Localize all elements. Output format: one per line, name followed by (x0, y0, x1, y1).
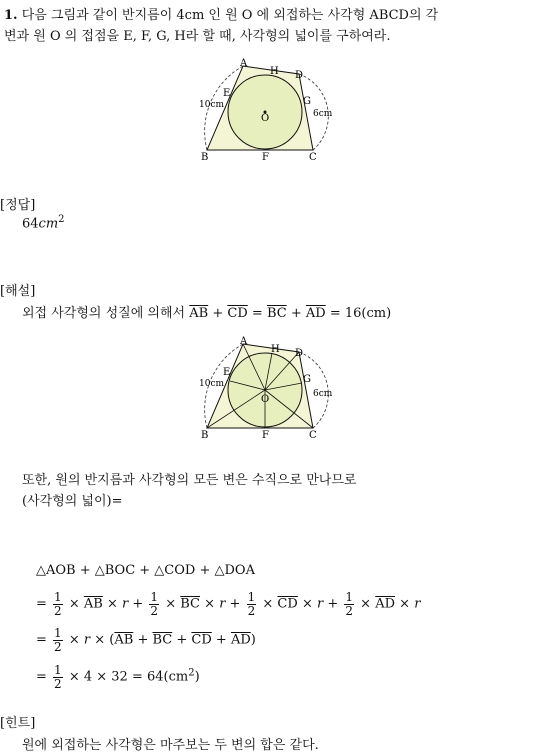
label-b: B (201, 152, 209, 163)
fraction-half (53, 591, 63, 617)
denominator: 2 (54, 676, 62, 691)
op-times: × (165, 596, 177, 612)
op-times: × (68, 632, 80, 648)
label-e: E (223, 367, 231, 378)
label-g: G (303, 96, 311, 107)
op-plus: + (212, 306, 224, 321)
problem-line-1: 다음 그림과 같이 반지름이 4cm 인 원 O 에 외접하는 사각형 ABCD의 각 (21, 8, 439, 23)
label-c: C (309, 152, 317, 163)
label-c: C (309, 430, 317, 441)
label-d: D (295, 348, 304, 359)
seg-ab: $\overline{AB}$ (83, 596, 103, 612)
label-o: O (261, 113, 270, 124)
label-10cm: 10cm (199, 100, 225, 110)
label-f: F (262, 152, 269, 163)
seg-bc: $\overline{BC}$ (180, 596, 200, 612)
op-eq: = (36, 596, 47, 612)
denominator: 2 (54, 639, 62, 654)
seg-cd: $\overline{CD}$ (191, 632, 212, 648)
seg-cd: $\overline{CD}$ (277, 596, 298, 612)
seg-ad: $\overline{AD}$ (305, 306, 326, 321)
label-6cm: 6cm (313, 109, 333, 119)
denominator: 2 (150, 603, 159, 618)
denominator: 2 (345, 603, 354, 618)
label-6cm: 6cm (313, 389, 333, 399)
label-h: H (271, 344, 280, 355)
seg-bc: $\overline{BC}$ (266, 306, 287, 321)
label-10cm: 10cm (199, 379, 225, 389)
op-eq: = (36, 632, 47, 648)
equation-close: ) (194, 669, 200, 685)
label-g: G (303, 374, 311, 385)
answer-value (22, 214, 65, 231)
fraction-half (53, 664, 63, 690)
label-d: D (295, 70, 304, 81)
seg-da: $\overline{AD}$ (230, 632, 251, 648)
op-times: × (262, 596, 274, 612)
op-times: × (360, 596, 372, 612)
radius-r: r (414, 596, 421, 612)
equation-line-2 (36, 591, 420, 617)
numerator: 1 (54, 626, 62, 640)
figure-quadrilateral (195, 56, 345, 164)
op-times: × (399, 596, 411, 612)
equation-line-4 (36, 664, 200, 690)
solution-sum: 16(cm) (344, 306, 392, 321)
answer-exponent: 2 (58, 214, 65, 225)
solution-header: [해설] (0, 284, 36, 299)
problem-number: 1. (4, 8, 18, 23)
radius-r: r (122, 596, 129, 612)
hint-text: 원에 외접하는 사각형은 마주보는 두 변의 합은 같다. (22, 738, 319, 753)
denominator: 2 (247, 603, 256, 618)
figure-quadrilateral-radii (195, 334, 345, 442)
op-plus: + (290, 306, 302, 321)
numerator: 1 (345, 590, 354, 604)
op-times: × (106, 596, 118, 612)
fraction-half (344, 591, 354, 617)
problem-statement (4, 4, 438, 23)
solution-line-1 (22, 302, 391, 321)
result-exponent: 2 (188, 667, 195, 679)
fraction-half (247, 591, 257, 617)
answer-unit: cm (38, 216, 59, 232)
fraction-half (53, 627, 63, 653)
op-plus: + (327, 596, 339, 612)
label-f: F (262, 430, 269, 441)
answer-header: [정답] (0, 198, 36, 213)
seg-da: $\overline{AD}$ (375, 596, 396, 612)
radius-r: r (83, 632, 91, 648)
seg-bc: $\overline{BC}$ (152, 632, 173, 648)
op-times: × (301, 596, 313, 612)
op-plus: + (132, 596, 144, 612)
label-a: A (240, 336, 248, 347)
radius-r: r (316, 596, 324, 612)
op-eq: = (251, 306, 263, 321)
radius-r: r (219, 596, 226, 612)
solution-line-2: 또한, 원의 반지름과 사각형의 모든 변은 수직으로 만나므로 (22, 473, 357, 488)
hint-header: [힌트] (0, 716, 36, 731)
seg-cd: $\overline{CD}$ (227, 306, 248, 321)
answer-number: 64 (22, 216, 39, 232)
seg-ab: $\overline{AB}$ (189, 306, 209, 321)
op-eq: = (36, 669, 47, 685)
op-times: × (204, 596, 216, 612)
equation-line-3 (36, 627, 256, 653)
op-eq: = (329, 306, 341, 321)
problem-line-2: 변과 원 O 의 접점을 E, F, G, H라 할 때, 사각형의 넓이를 구하여라. (4, 29, 391, 44)
op-times: × (94, 632, 106, 648)
solution-prefix: 외접 사각형의 성질에 의해서 (22, 306, 186, 321)
label-e: E (223, 88, 231, 99)
fraction-half (149, 591, 159, 617)
equation-result: × 4 × 32 = 64(cm (68, 669, 189, 685)
numerator: 1 (247, 590, 256, 604)
solution-line-3: (사각형의 넓이)= (22, 494, 123, 509)
seg-ab: $\overline{AB}$ (114, 632, 134, 648)
op-plus: + (229, 596, 241, 612)
label-h: H (270, 66, 279, 77)
op-times: × (68, 596, 80, 612)
sum-of-sides: $(\overline{AB} + \overline{BC} + \overline{CD} + \overline{AD})$ (109, 632, 256, 648)
numerator: 1 (150, 590, 159, 604)
label-o: O (261, 394, 270, 405)
numerator: 1 (54, 663, 62, 677)
label-b: B (201, 430, 209, 441)
equation-line-1: △AOB + △BOC + △COD + △DOA (36, 563, 255, 578)
denominator: 2 (54, 603, 62, 618)
numerator: 1 (54, 590, 62, 604)
label-a: A (240, 58, 248, 69)
